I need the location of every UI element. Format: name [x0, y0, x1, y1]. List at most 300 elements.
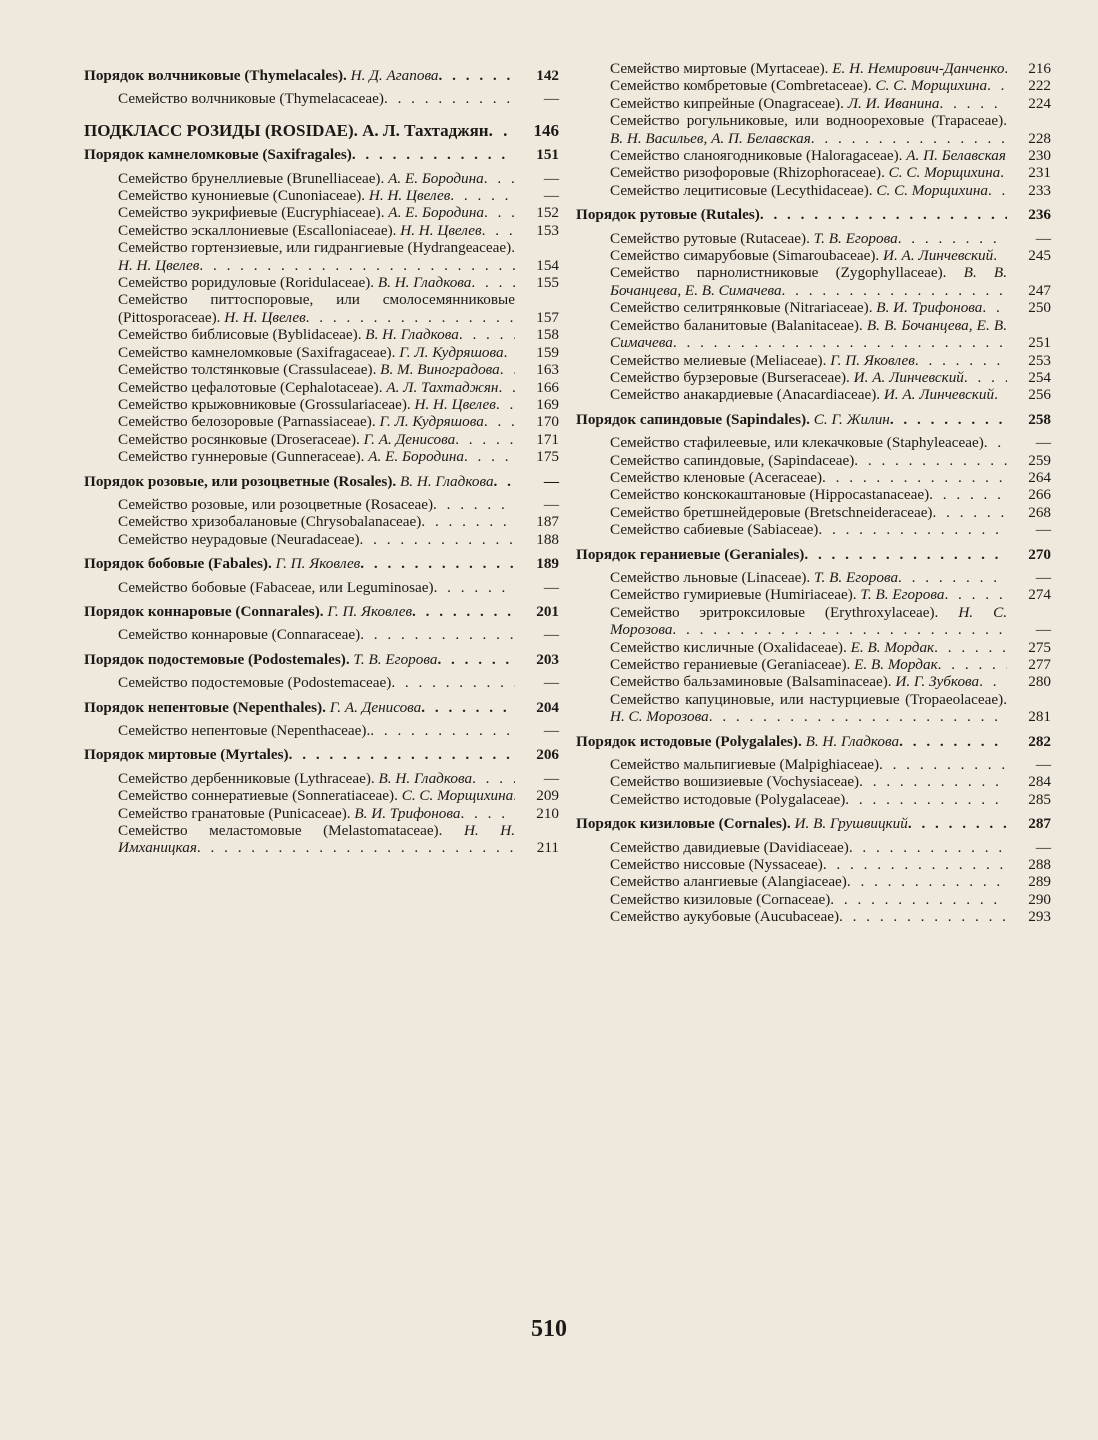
toc-family-entry — [118, 770, 559, 787]
entry-text — [118, 204, 515, 221]
entry-page-number: 154 — [536, 256, 559, 274]
toc-order-entry — [576, 546, 1051, 563]
entry-text — [610, 586, 1007, 603]
entry-author: Г. П. Яковлев — [327, 602, 413, 620]
toc-family-entry — [610, 773, 1051, 790]
entry-page-number: 204 — [536, 698, 559, 716]
entry-author: В. И. Трифонова — [876, 299, 983, 317]
entry-title: Семейство мелиевые (Meliaceae). — [610, 351, 827, 369]
entry-page-number: 259 — [1028, 451, 1051, 469]
entry-text — [610, 369, 1007, 386]
entry-page-number: 189 — [536, 555, 559, 573]
entry-title: Семейство бобовые (Fabaceae, или Leguminosae) — [118, 578, 434, 596]
entry-page-number: 155 — [536, 274, 559, 292]
entry-author: В. Н. Гладкова — [399, 472, 494, 490]
entry-text — [84, 67, 515, 84]
entry-title: Семейство эскаллониевые (Escalloniaceae). — [118, 221, 397, 239]
entry-text — [118, 513, 515, 530]
entry-page-number: 254 — [1028, 368, 1051, 386]
entry-title: Порядок кизиловые (Cornales). — [576, 815, 791, 833]
entry-author: В. Н. Васильев, А. П. Белавская — [610, 129, 811, 147]
entry-text — [610, 182, 1007, 199]
entry-author: Г. Л. Кудряшова — [379, 413, 484, 431]
entry-title: Семейство дербенниковые (Lythraceae). — [118, 769, 375, 787]
entry-page-number: 152 — [536, 204, 559, 222]
entry-page-number: — — [1035, 838, 1051, 856]
entry-title: Семейство аукубовые (Aucubaceae) — [610, 908, 840, 926]
toc-family-entry — [610, 673, 1051, 690]
entry-page-number: 282 — [1028, 732, 1051, 750]
entry-text — [610, 486, 1007, 503]
toc-family-entry — [610, 691, 1051, 726]
toc-family-entry — [118, 239, 559, 274]
entry-text — [610, 756, 1007, 773]
entry-title: Семейство библисовые (Byblidaceae). — [118, 326, 362, 344]
entry-text — [118, 344, 515, 361]
entry-page-number: — — [543, 674, 559, 692]
toc-order-entry — [84, 146, 559, 163]
entry-text — [84, 555, 515, 572]
entry-title: Порядок сапиндовые (Sapindales). — [576, 410, 810, 428]
entry-page-number: 231 — [1028, 164, 1051, 182]
toc-family-entry — [610, 504, 1051, 521]
entry-title: Семейство ниссовые (Nyssaceae) — [610, 856, 823, 874]
entry-page-number: 211 — [536, 839, 559, 857]
entry-page-number: 206 — [536, 746, 559, 764]
entry-text — [118, 274, 515, 291]
entry-title: Семейство давидиевые (Davidiaceae) — [610, 838, 849, 856]
entry-page-number: 216 — [1028, 60, 1051, 77]
toc-family-entry — [610, 756, 1051, 773]
entry-title: Семейство гумириевые (Humiriaceae). — [610, 586, 857, 604]
entry-page-number: — — [543, 187, 559, 205]
entry-page-number: — — [543, 495, 559, 513]
entry-title: Семейство истодовые (Polygalaceae) — [610, 790, 846, 808]
entry-author: Н. Д. Агапова — [350, 67, 439, 84]
entry-text — [118, 90, 515, 107]
entry-text — [610, 604, 1007, 639]
toc-family-entry — [118, 431, 559, 448]
toc-family-entry — [610, 247, 1051, 264]
entry-page-number: 157 — [536, 308, 559, 326]
toc-family-entry — [610, 891, 1051, 908]
entry-page-number: 228 — [1028, 129, 1051, 147]
toc-family-entry — [610, 434, 1051, 451]
entry-title: Семейство парнолистниковые (Zygophyllaceae). — [610, 264, 947, 282]
toc-family-entry — [118, 448, 559, 465]
entry-title: Семейство бретшнейдеровые (Bretschneideraceae) — [610, 503, 933, 521]
entry-page-number: 175 — [536, 448, 559, 466]
entry-title: Порядок бобовые (Fabales). — [84, 555, 272, 573]
entry-text — [610, 504, 1007, 521]
toc-family-entry — [610, 386, 1051, 403]
toc-family-entry — [610, 656, 1051, 673]
entry-page-number: 187 — [536, 513, 559, 531]
entry-author: А. Л. Тахтаджян — [386, 378, 499, 396]
entry-title: Семейство стафилеевые, или клекачковые (Staphyleaceae) — [610, 434, 984, 452]
entry-text — [610, 434, 1007, 451]
entry-title: Порядок подостемовые (Podostemales). — [84, 650, 350, 668]
toc-family-entry — [610, 791, 1051, 808]
entry-author: Н. Н. Цвелев — [368, 187, 451, 205]
entry-author: С. С. Морщихина — [876, 181, 988, 199]
entry-page-number: 264 — [1028, 468, 1051, 486]
entry-text — [84, 122, 515, 139]
entry-text — [118, 170, 515, 187]
entry-title: Семейство льновые (Linaceae). — [610, 568, 811, 586]
entry-page-number: 222 — [1028, 77, 1051, 95]
toc-family-entry — [610, 95, 1051, 112]
entry-text — [610, 77, 1007, 94]
toc-right-column — [576, 60, 1051, 926]
entry-page-number: 166 — [536, 378, 559, 396]
entry-author: В. Н. Гладкова — [805, 732, 900, 750]
entry-page-number: 245 — [1028, 247, 1051, 265]
entry-author: Г. П. Яковлев — [830, 351, 915, 369]
entry-author: Т. В. Егорова — [860, 586, 945, 604]
entry-page-number: 236 — [1028, 206, 1051, 224]
entry-title: Семейство кипрейные (Onagraceae). — [610, 94, 844, 112]
entry-author: Н. Н. Цвелев — [224, 308, 306, 326]
entry-title: Семейство гранатовые (Punicaceae). — [118, 804, 351, 822]
entry-author: Н. С. Морозова — [610, 603, 1007, 639]
entry-author: Н. Н. Имханицкая — [118, 822, 515, 857]
entry-author: Т. В. Егорова — [353, 650, 438, 668]
toc-family-entry — [118, 361, 559, 378]
toc-family-entry — [118, 274, 559, 291]
entry-author: С. С. Морщихина — [888, 164, 1001, 182]
entry-author: Г. А. Денисова — [329, 698, 422, 716]
entry-author: Н. С. Морозова — [610, 708, 709, 726]
toc-family-entry — [610, 230, 1051, 247]
toc-family-entry — [610, 317, 1051, 352]
entry-author: В. Н. Гладкова — [378, 769, 473, 787]
entry-title: Семейство капуциновые, или настурциевые (Tropaeolaceae). — [610, 690, 1007, 708]
entry-text — [118, 496, 515, 513]
entry-title: Семейство неурадовые (Neuradaceae) — [118, 530, 360, 548]
entry-title: Порядок коннаровые (Connarales). — [84, 602, 324, 620]
entry-text — [610, 673, 1007, 690]
toc-order-entry — [576, 815, 1051, 832]
entry-title: Семейство непентовые (Nepenthaceae). — [118, 722, 371, 739]
entry-title: Семейство бурзеровые (Burseraceae). — [610, 368, 850, 386]
entry-text — [118, 361, 515, 378]
toc-family-entry — [610, 639, 1051, 656]
entry-title: Семейство кленовые (Aceraceae) — [610, 468, 823, 486]
entry-author: В. Н. Гладкова — [377, 274, 472, 292]
entry-title: Семейство кунониевые (Cunoniaceae). — [118, 187, 366, 205]
entry-text — [610, 569, 1007, 586]
entry-page-number: 284 — [1028, 773, 1051, 791]
toc-family-entry — [610, 164, 1051, 181]
entry-page-number: 230 — [1028, 147, 1051, 165]
entry-title: Порядок камнеломковые (Saxifragales) — [84, 146, 352, 164]
entry-text — [576, 206, 1007, 223]
entry-author: И. В. Грушвицкий — [794, 815, 908, 833]
toc-family-entry — [610, 147, 1051, 164]
toc-family-entry — [610, 604, 1051, 639]
entry-text — [610, 773, 1007, 790]
entry-author: А. П. Белавская — [906, 147, 1006, 165]
entry-page-number: — — [543, 472, 559, 490]
entry-text — [610, 299, 1007, 316]
entry-text — [118, 379, 515, 396]
entry-text — [610, 856, 1007, 873]
entry-page-number: 170 — [536, 413, 559, 431]
entry-text — [118, 326, 515, 343]
toc-family-entry — [610, 77, 1051, 94]
entry-author: В. В. Бочанцева, Е. В. Симачева — [610, 264, 1007, 299]
entry-title: Семейство крыжовниковые (Grossulariaceae). — [118, 395, 411, 413]
entry-author: Е. В. Мордак — [854, 656, 938, 673]
entry-text — [610, 112, 1007, 147]
entry-page-number: 253 — [1028, 351, 1051, 369]
entry-title: Порядок миртовые (Myrtales) — [84, 746, 289, 764]
entry-text — [118, 396, 515, 413]
entry-page-number: 169 — [536, 395, 559, 413]
entry-page-number: 275 — [1028, 638, 1051, 656]
entry-text — [84, 746, 515, 763]
entry-text — [118, 222, 515, 239]
entry-page-number: — — [543, 769, 559, 787]
toc-subclass-entry — [84, 122, 559, 139]
entry-author: Г. А. Денисова — [363, 430, 456, 448]
toc-family-entry — [610, 569, 1051, 586]
entry-title: Порядок истодовые (Polygalales). — [576, 732, 802, 750]
toc-order-entry — [84, 67, 559, 84]
toc-family-entry — [118, 326, 559, 343]
entry-page-number: — — [543, 169, 559, 187]
toc-family-entry — [118, 805, 559, 822]
entry-title: Семейство ризофоровые (Rhizophoraceae). — [610, 164, 885, 182]
entry-title: Семейство коннаровые (Connaraceae) — [118, 626, 361, 644]
entry-text — [610, 230, 1007, 247]
entry-page-number: 268 — [1028, 503, 1051, 521]
entry-title: Семейство эукрифиевые (Eucryphiaceae). — [118, 204, 385, 222]
entry-text — [576, 411, 1007, 428]
entry-page-number: 151 — [536, 146, 559, 164]
entry-text — [576, 546, 1007, 563]
entry-title: Семейство кисличные (Oxalidaceae). — [610, 638, 847, 656]
entry-page-number: 258 — [1028, 410, 1051, 428]
entry-page-number: 287 — [1028, 815, 1051, 833]
toc-family-entry — [118, 674, 559, 691]
entry-text — [610, 164, 1007, 181]
entry-title: Порядок гераниевые (Geraniales) — [576, 545, 805, 563]
entry-text — [610, 791, 1007, 808]
entry-title: Семейство цефалотовые (Cephalotaceae). — [118, 378, 383, 396]
entry-text — [118, 722, 515, 739]
entry-page-number: 289 — [1028, 873, 1051, 891]
toc-family-entry — [610, 856, 1051, 873]
entry-author: Е. Н. Немирович-Данченко — [832, 60, 1005, 77]
toc-family-entry — [118, 787, 559, 804]
entry-text — [576, 815, 1007, 832]
entry-title: Семейство сланоягодниковые (Haloragaceae). — [610, 147, 903, 165]
entry-author: Н. Н. Цвелев — [400, 221, 482, 239]
entry-page-number: 251 — [1028, 334, 1051, 352]
entry-title: Семейство толстянковые (Crassulaceae). — [118, 361, 377, 379]
entry-author: А. Е. Бородина — [368, 448, 464, 466]
entry-text — [610, 452, 1007, 469]
entry-text — [610, 873, 1007, 890]
toc-family-entry — [118, 822, 559, 857]
entry-title: Семейство рутовые (Rutaceae). — [610, 229, 810, 247]
entry-page-number: — — [543, 90, 559, 108]
entry-text — [610, 639, 1007, 656]
entry-title: Порядок непентовые (Nepenthales). — [84, 698, 326, 716]
entry-title: Семейство гуннеровые (Gunneraceae). — [118, 448, 365, 466]
entry-title: Семейство эритроксиловые (Erythroxylaceae). — [610, 603, 939, 621]
entry-author: Г. П. Яковлев — [275, 555, 361, 573]
entry-title: Семейство конскокаштановые (Hippocastanaceae) — [610, 486, 930, 504]
toc-family-entry — [118, 291, 559, 326]
entry-page-number: 142 — [536, 67, 559, 84]
toc-family-entry — [610, 182, 1051, 199]
toc-family-entry — [118, 496, 559, 513]
toc-family-entry — [118, 626, 559, 643]
toc-family-entry — [610, 908, 1051, 925]
entry-title: Порядок розовые, или розоцветные (Rosales). — [84, 472, 397, 490]
entry-title: Семейство волчниковые (Thymelacaceae) — [118, 90, 384, 108]
entry-page-number: 163 — [536, 361, 559, 379]
page-number: 510 — [531, 1316, 567, 1342]
entry-page-number: 188 — [536, 530, 559, 548]
entry-page-number: 288 — [1028, 856, 1051, 874]
entry-author: Е. В. Мордак — [850, 638, 935, 656]
toc-family-entry — [118, 379, 559, 396]
toc-family-entry — [610, 469, 1051, 486]
entry-page-number: — — [1035, 521, 1051, 539]
entry-author: А. Л. Тахтаджян — [362, 121, 489, 140]
entry-text — [84, 699, 515, 716]
entry-title: Семейство баланитовые (Balanitaceae). — [610, 316, 863, 334]
entry-text — [610, 656, 1007, 673]
entry-text — [610, 352, 1007, 369]
toc-family-entry — [610, 486, 1051, 503]
entry-page-number: — — [543, 578, 559, 596]
toc-family-entry — [610, 873, 1051, 890]
entry-text — [610, 264, 1007, 299]
entry-text — [610, 95, 1007, 112]
entry-title: Семейство лецитисовые (Lecythidaceae). — [610, 181, 873, 199]
entry-text — [610, 521, 1007, 538]
entry-text — [118, 805, 515, 822]
entry-text — [576, 733, 1007, 750]
entry-page-number: 224 — [1028, 94, 1051, 112]
entry-title: Семейство алангиевые (Alangiaceae) — [610, 873, 847, 891]
entry-text — [118, 291, 515, 326]
entry-text — [610, 891, 1007, 908]
toc-family-entry — [118, 413, 559, 430]
entry-text — [84, 651, 515, 668]
entry-page-number: 247 — [1028, 281, 1051, 299]
entry-text — [610, 691, 1007, 726]
entry-title: Семейство вошизиевые (Vochysiaceae) — [610, 773, 860, 791]
toc-order-entry — [84, 746, 559, 763]
entry-text — [118, 448, 515, 465]
entry-title: Семейство питтоспоровые, или смолосемянниковые (Pittosporaceae). — [118, 291, 515, 326]
entry-title: Семейство гортензиевые, или гидрангиевые (Hydrangeaceae). — [118, 239, 515, 257]
entry-page-number: 203 — [536, 650, 559, 668]
entry-text — [610, 839, 1007, 856]
toc-family-entry — [610, 586, 1051, 603]
toc-family-entry — [610, 839, 1051, 856]
entry-text — [610, 247, 1007, 264]
entry-text — [118, 239, 515, 274]
entry-page-number: — — [1035, 756, 1051, 774]
entry-text — [84, 603, 515, 620]
entry-page-number: — — [1035, 229, 1051, 247]
toc-family-entry — [610, 299, 1051, 316]
entry-title: Семейство росянковые (Droseraceae). — [118, 430, 360, 448]
entry-author: С. Г. Жилин — [813, 410, 890, 428]
entry-author: А. Е. Бородина — [388, 204, 484, 222]
entry-author: С. С. Морщихина — [875, 77, 988, 95]
entry-title: Семейство анакардиевые (Anacardiaceae). — [610, 386, 881, 404]
entry-text — [118, 674, 515, 691]
entry-page-number: 280 — [1028, 673, 1051, 691]
entry-author: В. М. Виноградова — [380, 361, 500, 379]
toc-order-entry — [84, 555, 559, 572]
entry-author: В. Н. Гладкова — [365, 326, 459, 344]
entry-author: Н. Н. Цвелев — [414, 395, 496, 413]
entry-page-number: — — [543, 626, 559, 644]
entry-page-number: 153 — [536, 221, 559, 239]
entry-text — [84, 146, 515, 163]
entry-page-number: 281 — [1028, 708, 1051, 726]
toc-order-entry — [84, 473, 559, 490]
toc-family-entry — [610, 369, 1051, 386]
toc-family-entry — [118, 90, 559, 107]
toc-family-entry — [118, 170, 559, 187]
entry-page-number: 266 — [1028, 486, 1051, 504]
entry-title: Семейство комбретовые (Combretaceae). — [610, 77, 872, 95]
entry-title: Семейство гераниевые (Geraniaceae). — [610, 656, 851, 673]
entry-page-number: 159 — [536, 343, 559, 361]
entry-text — [118, 413, 515, 430]
entry-title: Семейство розовые, или розоцветные (Rosaceae) — [118, 495, 434, 513]
entry-author: Т. В. Егорова — [814, 568, 899, 586]
toc-family-entry — [610, 452, 1051, 469]
entry-author: А. Е. Бородина — [388, 169, 484, 187]
entry-page-number: 233 — [1028, 181, 1051, 199]
entry-text — [118, 626, 515, 643]
entry-title: Семейство камнеломковые (Saxifragaceae). — [118, 343, 396, 361]
entry-title: Семейство подостемовые (Podostemaceae) — [118, 674, 392, 692]
entry-page-number: 285 — [1028, 790, 1051, 808]
entry-page-number: 277 — [1028, 656, 1051, 673]
entry-title: Семейство роридуловые (Roridulaceae). — [118, 274, 375, 292]
entry-page-number: 256 — [1028, 386, 1051, 404]
toc-family-entry — [610, 60, 1051, 77]
entry-text — [610, 469, 1007, 486]
entry-text — [610, 908, 1007, 925]
entry-page-number: 293 — [1028, 908, 1051, 926]
entry-page-number: — — [1035, 434, 1051, 452]
entry-page-number: 250 — [1028, 299, 1051, 317]
toc-order-entry — [84, 603, 559, 620]
entry-title: Семейство белозоровые (Parnassiaceae). — [118, 413, 376, 431]
entry-title: Семейство хризобалановые (Chrysobalanaceae) — [118, 513, 422, 531]
entry-text — [118, 187, 515, 204]
entry-page-number: 201 — [536, 602, 559, 620]
entry-text — [84, 473, 515, 490]
entry-page-number: 209 — [536, 787, 559, 805]
toc-left-column — [84, 60, 559, 857]
entry-page-number: 210 — [536, 804, 559, 822]
toc-family-entry — [118, 531, 559, 548]
